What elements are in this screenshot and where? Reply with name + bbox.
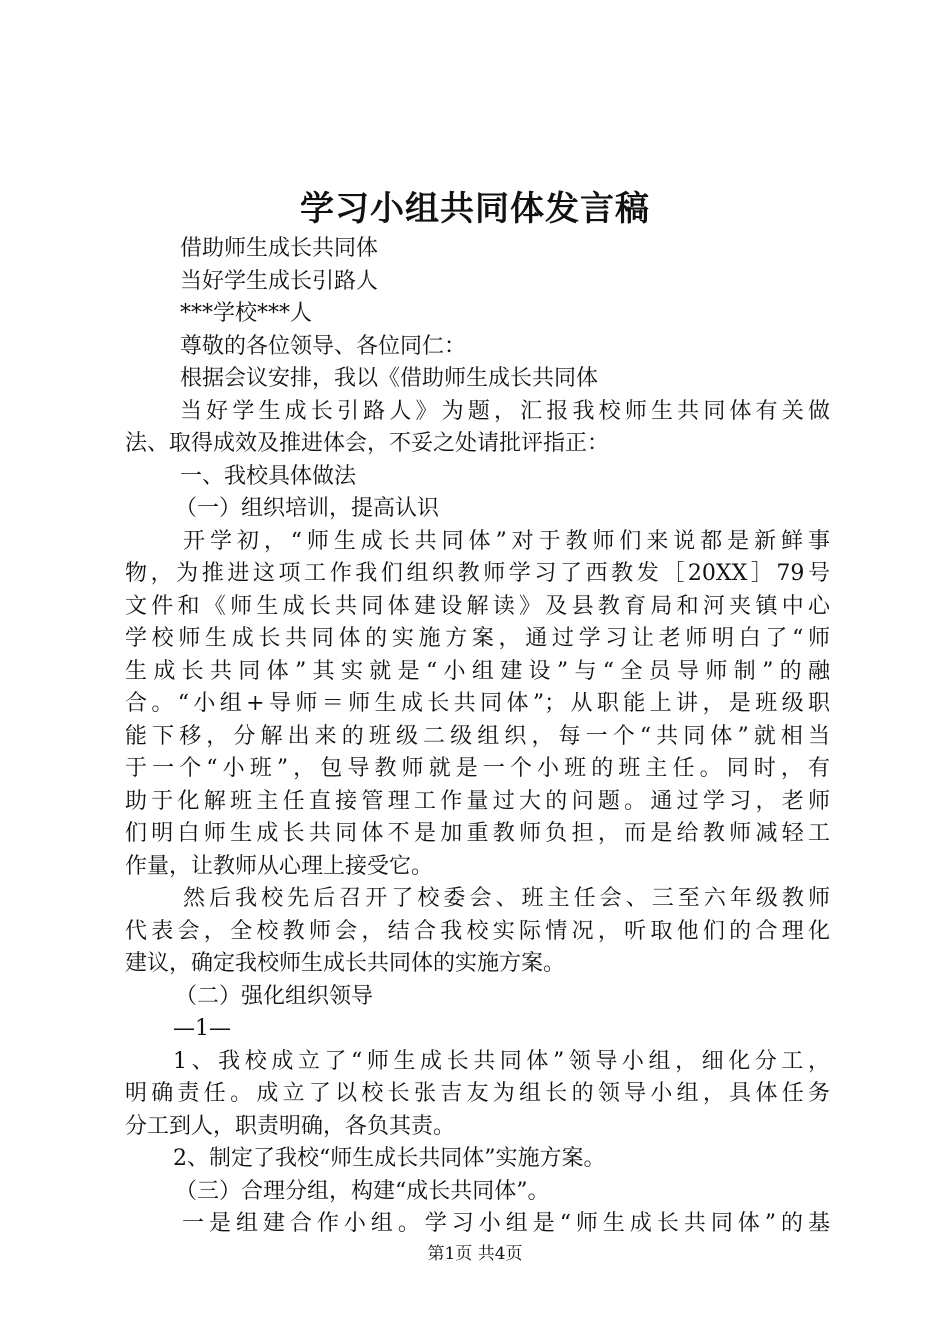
paragraph-line: 们明白师生成长共同体不是加重教师负担，而是给教师减轻工 xyxy=(125,821,830,846)
paragraph-line: 1、我校成立了“师生成长共同体”领导小组，细化分工， xyxy=(173,1048,830,1074)
paragraph-line: 文件和《师生成长共同体建设解读》及县教育局和河夹镇中心 xyxy=(125,593,830,619)
subtitle-line-1: 借助师生成长共同体 xyxy=(180,236,379,261)
subsection-heading: （三）合理分组，构建“成长共同体”。 xyxy=(175,1178,550,1204)
paragraph-line: 明确责任。成立了以校长张吉友为组长的领导小组，具体任务 xyxy=(125,1081,830,1106)
paragraph-line: 作量，让教师从心理上接受它。 xyxy=(125,853,434,879)
page-footer: 第1页 共4页 xyxy=(427,1244,523,1264)
paragraph-line: 当好学生成长引路人》为题，汇报我校师生共同体有关做 xyxy=(180,398,830,424)
page-marker: —1— xyxy=(173,1016,231,1041)
paragraph-line: 助于化解班主任直接管理工作量过大的问题。通过学习，老师 xyxy=(125,788,830,814)
subsection-heading: （一）组织培训，提高认识 xyxy=(175,496,440,521)
document-body xyxy=(125,233,830,1241)
paragraph-line: 学校师生成长共同体的实施方案，通过学习让老师明白了“师 xyxy=(125,626,830,651)
subtitle-line-2: 当好学生成长引路人 xyxy=(180,268,379,294)
subsection-heading: （二）强化组织领导 xyxy=(175,983,374,1009)
author-line: ***学校***人 xyxy=(180,301,313,326)
paragraph-line: 2、制定了我校“师生成长共同体”实施方案。 xyxy=(173,1146,606,1171)
paragraph-line: 生成长共同体”其实就是“小组建设”与“全员导师制”的融 xyxy=(125,658,830,684)
paragraph-line: 一是组建合作小组。学习小组是“师生成长共同体”的基 xyxy=(182,1211,830,1236)
paragraph-line: 根据会议安排，我以《借助师生成长共同体 xyxy=(180,366,599,391)
paragraph-line: 于一个“小班”，包导教师就是一个小班的班主任。同时，有 xyxy=(125,756,830,781)
paragraph-line: 建议，确定我校师生成长共同体的实施方案。 xyxy=(125,951,566,976)
section-heading: 一、我校具体做法 xyxy=(180,463,357,489)
paragraph-line: 能下移，分解出来的班级二级组织，每一个“共同体”就相当 xyxy=(125,723,830,749)
paragraph-line: 法、取得成效及推进体会，不妥之处请批评指正： xyxy=(125,431,610,456)
paragraph-line: 分工到人，职责明确，各负其责。 xyxy=(125,1113,456,1139)
paragraph-line: 开学初，“师生成长共同体”对于教师们来说都是新鲜事 xyxy=(183,528,830,554)
paragraph-line: 然后我校先后召开了校委会、班主任会、三至六年级教师 xyxy=(183,886,830,911)
paragraph-line: 物，为推进这项工作我们组织教师学习了西教发［20XX］79号 xyxy=(125,561,830,586)
salutation-line: 尊敬的各位领导、各位同仁： xyxy=(180,333,467,359)
document-title: 学习小组共同体发言稿 xyxy=(300,189,650,229)
paragraph-line: 代表会，全校教师会，结合我校实际情况，听取他们的合理化 xyxy=(125,918,830,944)
paragraph-line: 合。“小组+导师＝师生成长共同体”；从职能上讲，是班级职 xyxy=(125,691,830,716)
